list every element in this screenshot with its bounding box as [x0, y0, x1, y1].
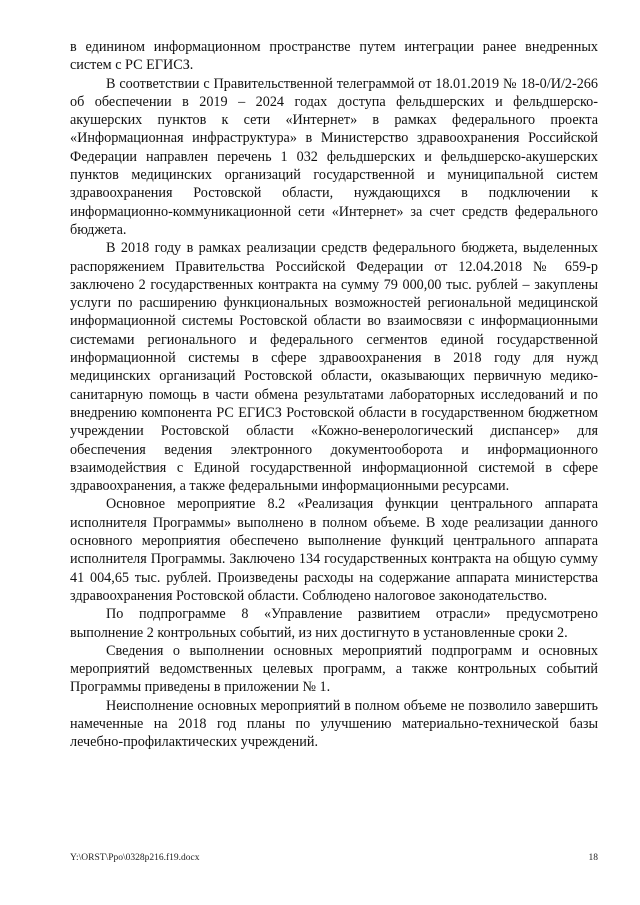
paragraph-7: Неисполнение основных мероприятий в полном объеме не позволило завершить намеченные на 2018 год планы по улучшению материально-технической базы лечебно-профилактических учреждений. — [70, 697, 598, 751]
page-number: 18 — [588, 853, 598, 863]
paragraph-4: Основное мероприятие 8.2 «Реализация функции центрального аппарата исполнителя Программы» выполнено в полном объеме. В ходе реализации данного основного мероприятия обеспечено выполнение функций центрального аппарата исполнителя Программы. Заключено 134 государственных контракта на общую сумму 41 004,65 тыс. рублей. Произведены расходы на содержание аппарата министерства здравоохранения Ростовской области. Соблюдено налоговое законодательство. — [70, 496, 598, 604]
paragraph-5: По подпрограмме 8 «Управление развитием отрасли» предусмотрено выполнение 2 контрольных событий, из них достигнуто в установленные сроки 2. — [70, 606, 598, 641]
paragraph-1: в единином информационном пространстве путем интеграции ранее внедренных систем с РС ЕГИСЗ. — [70, 39, 598, 74]
footer-file-path: Y:\ORST\Ppo\0328p216.f19.docx — [70, 853, 200, 863]
paragraph-2: В соответствии с Правительственной телеграммой от 18.01.2019 № 18-0/И/2-266 об обеспечении в 2019 – 2024 годах доступа фельдшерских и фельдшерско-акушерских пунктов к сети «Интернет» в рамках федерального проекта «Информационная инфраструктура» в Министерство здравоохранения Российской Федерации направлен перечень 1 032 фельдшерских и фельдшерско-акушерских пунктов медицинских организаций государственной и муниципальной систем здравоохранения Ростовской области, нуждающихся в подключении к информационно-коммуникационной сети «Интернет» за счет средств федерального бюджета. — [70, 75, 598, 238]
document-page — [70, 38, 598, 752]
paragraph-6: Сведения о выполнении основных мероприятий подпрограмм и основных мероприятий ведомственных целевых программ, а также контрольных событий Программы приведены в приложении № 1. — [70, 642, 598, 696]
paragraph-3: В 2018 году в рамках реализации средств федерального бюджета, выделенных распоряжением Правительства Российской Федерации от 12.04.2018 № 659-р заключено 2 государственных контракта на сумму 79 000,00 тыс. рублей – закуплены услуги по расширению функциональных возможностей региональной медицинской информационной системы Ростовской области во взаимосвязи с информационными системами регионального и федерального сегментов единой государственной информационной системы в сфере здравоохранения в 2018 году для нужд медицинских организаций Ростовской области, оказывающих первичную медико-санитарную помощь в части обмена результатами лабораторных исследований и по внедрению компонента РС ЕГИСЗ Ростовской области в государственном бюджетном учреждении Ростовской области «Кожно-венерологический диспансер» для обеспечения ведения электронного документооборота и информационного взаимодействия с Единой государственной информационной системой в сфере здравоохранения, а также федеральными информационными ресурсами. — [70, 240, 598, 495]
